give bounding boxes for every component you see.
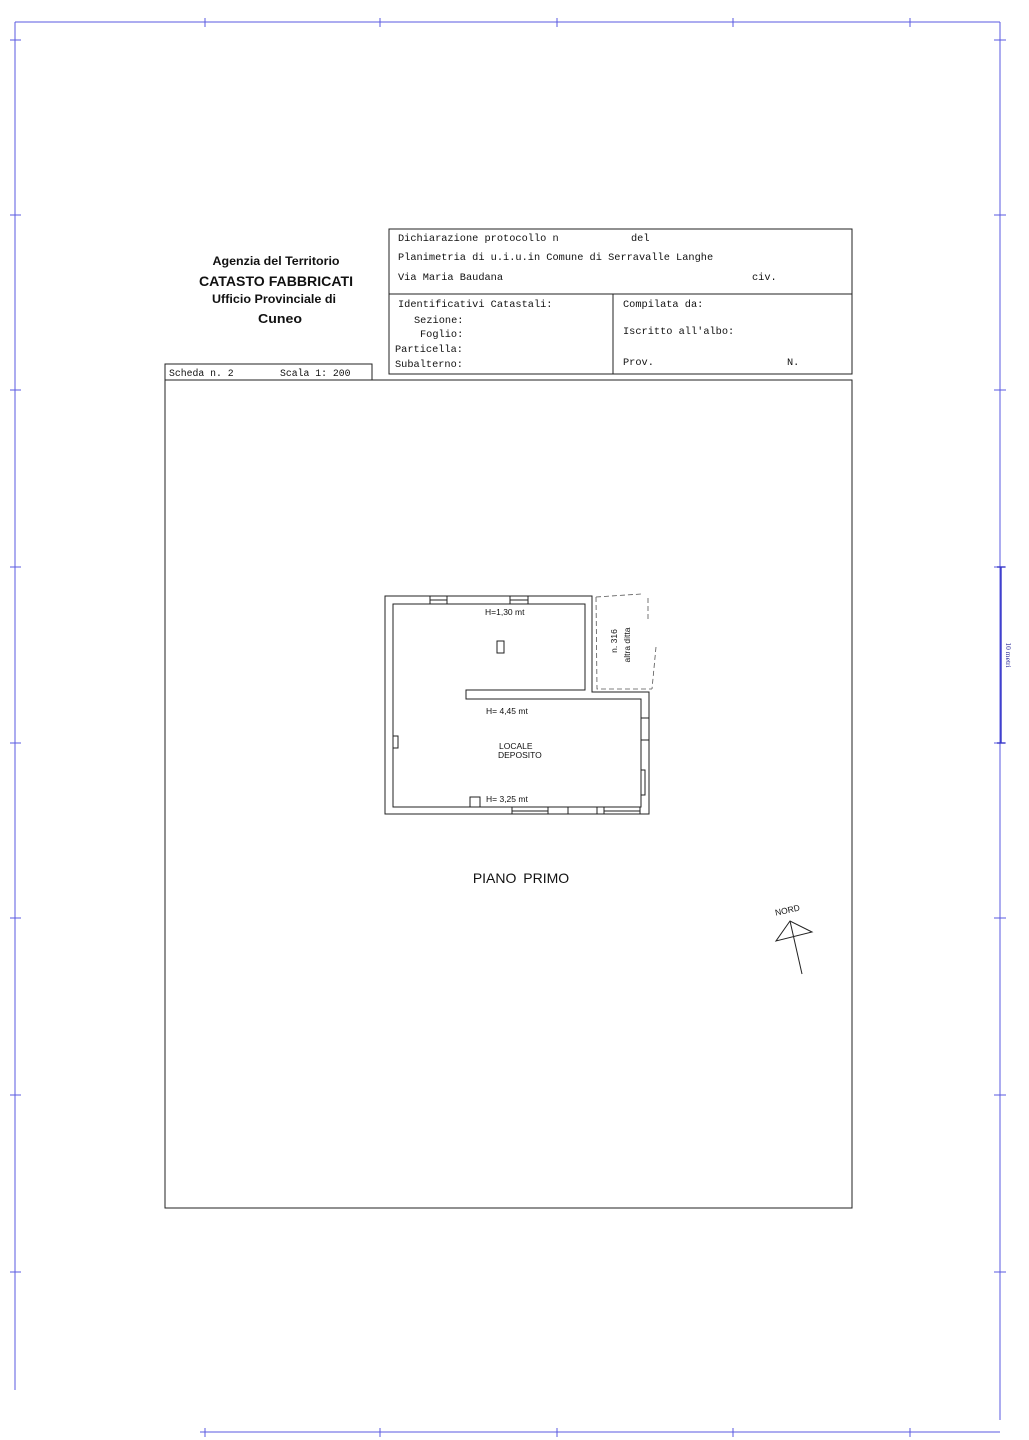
agency-heading <box>199 256 353 326</box>
number-label: N. <box>787 357 800 369</box>
north-arrow <box>774 903 812 974</box>
border-ticks <box>10 18 1006 1437</box>
north-label: NORD <box>774 902 801 918</box>
civic-label: civ. <box>752 272 777 284</box>
height-upper-label: H=1,30 mt <box>485 607 525 617</box>
room-name-line1: LOCALE <box>499 741 533 751</box>
agency-name: Agenzia del Territorio <box>212 256 340 268</box>
sheet-scale: Scala 1: 200 <box>280 368 351 379</box>
pillar <box>470 797 480 807</box>
province-label: Prov. <box>623 357 654 369</box>
office-name: Ufficio Provinciale di <box>212 294 336 306</box>
window-mark <box>510 596 528 604</box>
wall-niche <box>641 770 645 795</box>
sheet-label: Foglio: <box>420 329 464 341</box>
sheet-info-tab <box>165 364 372 380</box>
wall-niche <box>641 718 649 740</box>
registered-label: Iscritto all'albo: <box>623 326 735 338</box>
height-lower-label: H= 3,25 mt <box>486 794 528 804</box>
declaration-box <box>389 229 852 374</box>
sheet-border <box>10 18 1006 1437</box>
compiled-by-label: Compilata da: <box>623 299 704 311</box>
address-text: Via Maria Baudana <box>398 272 504 284</box>
neighbor-owner: altra ditta <box>622 627 632 663</box>
window-mark <box>604 807 640 814</box>
planimetry-text: Planimetria di u.i.u.in Comune di Serravalle Langhe <box>398 252 714 264</box>
north-arrow-shaft <box>790 921 802 974</box>
protocol-label: Dichiarazione protocollo n <box>398 233 559 245</box>
floor-plan <box>385 594 656 814</box>
department-name: CATASTO FABBRICATI <box>199 274 353 289</box>
parcel-label: Particella: <box>395 344 463 356</box>
height-main-label: H= 4,45 mt <box>486 706 528 716</box>
scale-bar-label: 10 metri <box>1004 642 1013 668</box>
identifiers-title: Identificativi Catastali: <box>398 299 553 311</box>
window-mark <box>512 807 548 814</box>
window-mark <box>430 596 447 604</box>
floor-title: PIANO PRIMO <box>472 870 570 886</box>
section-label: Sezione: <box>414 315 464 327</box>
neighbor-number: n. 316 <box>609 629 619 653</box>
door-mark <box>568 807 597 814</box>
scale-bar <box>997 567 1013 743</box>
subunit-label: Subalterno: <box>395 359 463 371</box>
outer-wall <box>385 596 649 814</box>
room-name-line2: DEPOSITO <box>498 750 542 760</box>
sheet-number: Scheda n. 2 <box>169 368 234 379</box>
column-symbol <box>497 641 504 653</box>
date-label: del <box>631 233 650 245</box>
wall-niche <box>393 736 398 748</box>
office-city: Cuneo <box>258 311 303 326</box>
